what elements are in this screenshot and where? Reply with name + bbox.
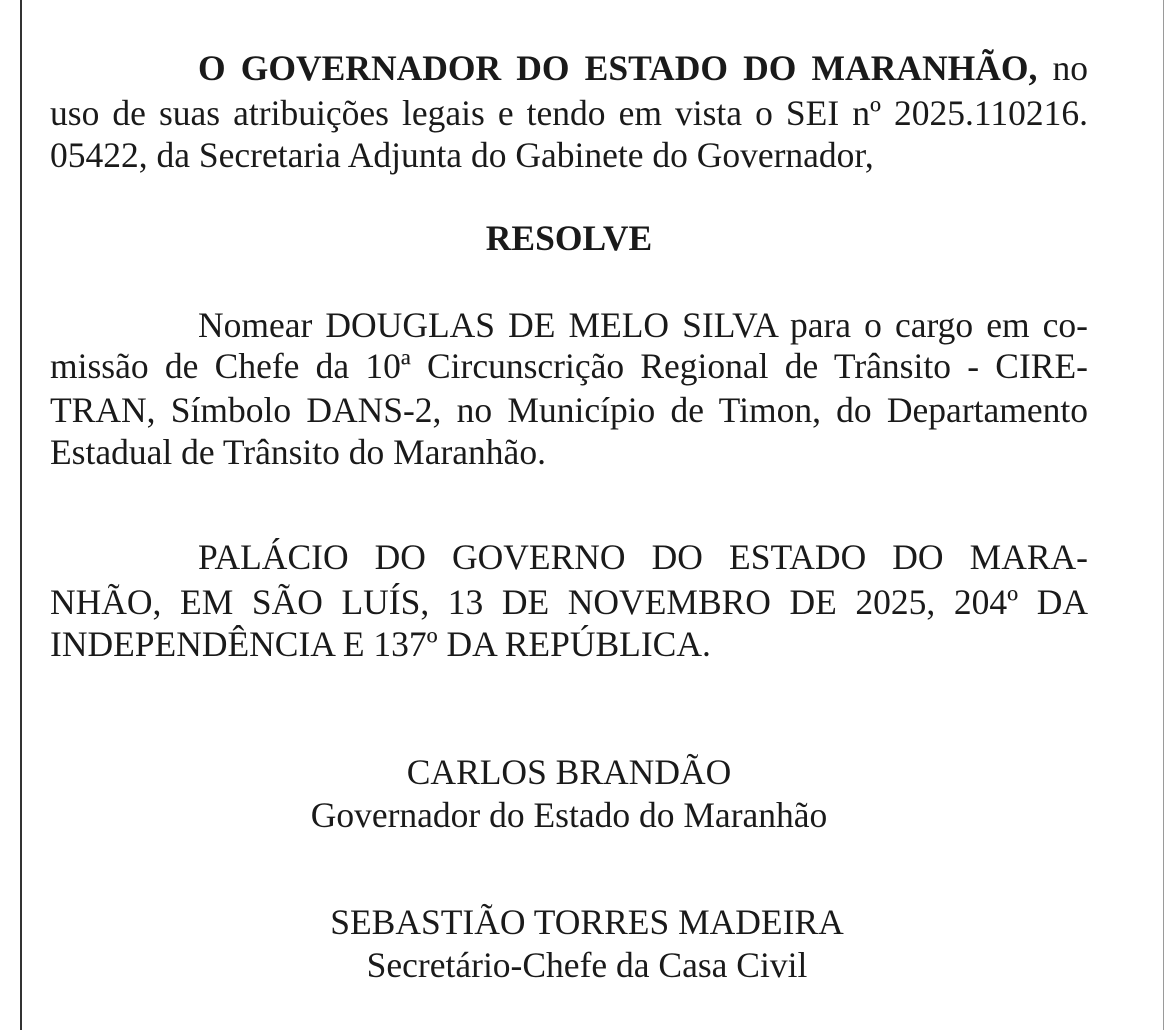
appointment-line-1: Nomear DOUGLAS DE MELO SILVA para o cargo em co- xyxy=(198,305,1088,345)
resolve-heading: RESOLVE xyxy=(485,218,653,258)
preamble-line-1 xyxy=(50,48,1088,90)
signatory-title: Governador do Estado do Maranhão xyxy=(310,795,828,835)
appointment-line-4: Estadual de Trânsito do Maranhão. xyxy=(50,432,546,472)
appointment-line-2: missão de Chefe da 10ª Circunscrição Regional de Trânsito - CIRE- xyxy=(50,346,1088,386)
preamble-lead-rest: no xyxy=(1037,48,1088,88)
governor-heading: O GOVERNADOR DO ESTADO DO MARANHÃO, xyxy=(198,48,1038,88)
closing-line-3: INDEPENDÊNCIA E 137º DA REPÚBLICA. xyxy=(50,624,711,664)
appointment-line-3: TRAN, Símbolo DANS-2, no Município de Timon, do Departamento xyxy=(50,390,1088,430)
left-margin-rule xyxy=(20,0,22,1030)
closing-line-2: NHÃO, EM SÃO LUÍS, 13 DE NOVEMBRO DE 2025, 204º DA xyxy=(50,582,1088,622)
closing-line-1: PALÁCIO DO GOVERNO DO ESTADO DO MARA- xyxy=(198,537,1088,577)
signatory-title: Secretário-Chefe da Casa Civil xyxy=(366,945,808,985)
preamble-line-2: uso de suas atribuições legais e tendo em vista o SEI nº 2025.110216. xyxy=(50,93,1088,133)
preamble-line-3: 05422, da Secretaria Adjunta do Gabinete do Governador, xyxy=(50,135,874,175)
signatory-name: CARLOS BRANDÃO xyxy=(406,752,732,792)
signatory-name: SEBASTIÃO TORRES MADEIRA xyxy=(330,902,844,942)
